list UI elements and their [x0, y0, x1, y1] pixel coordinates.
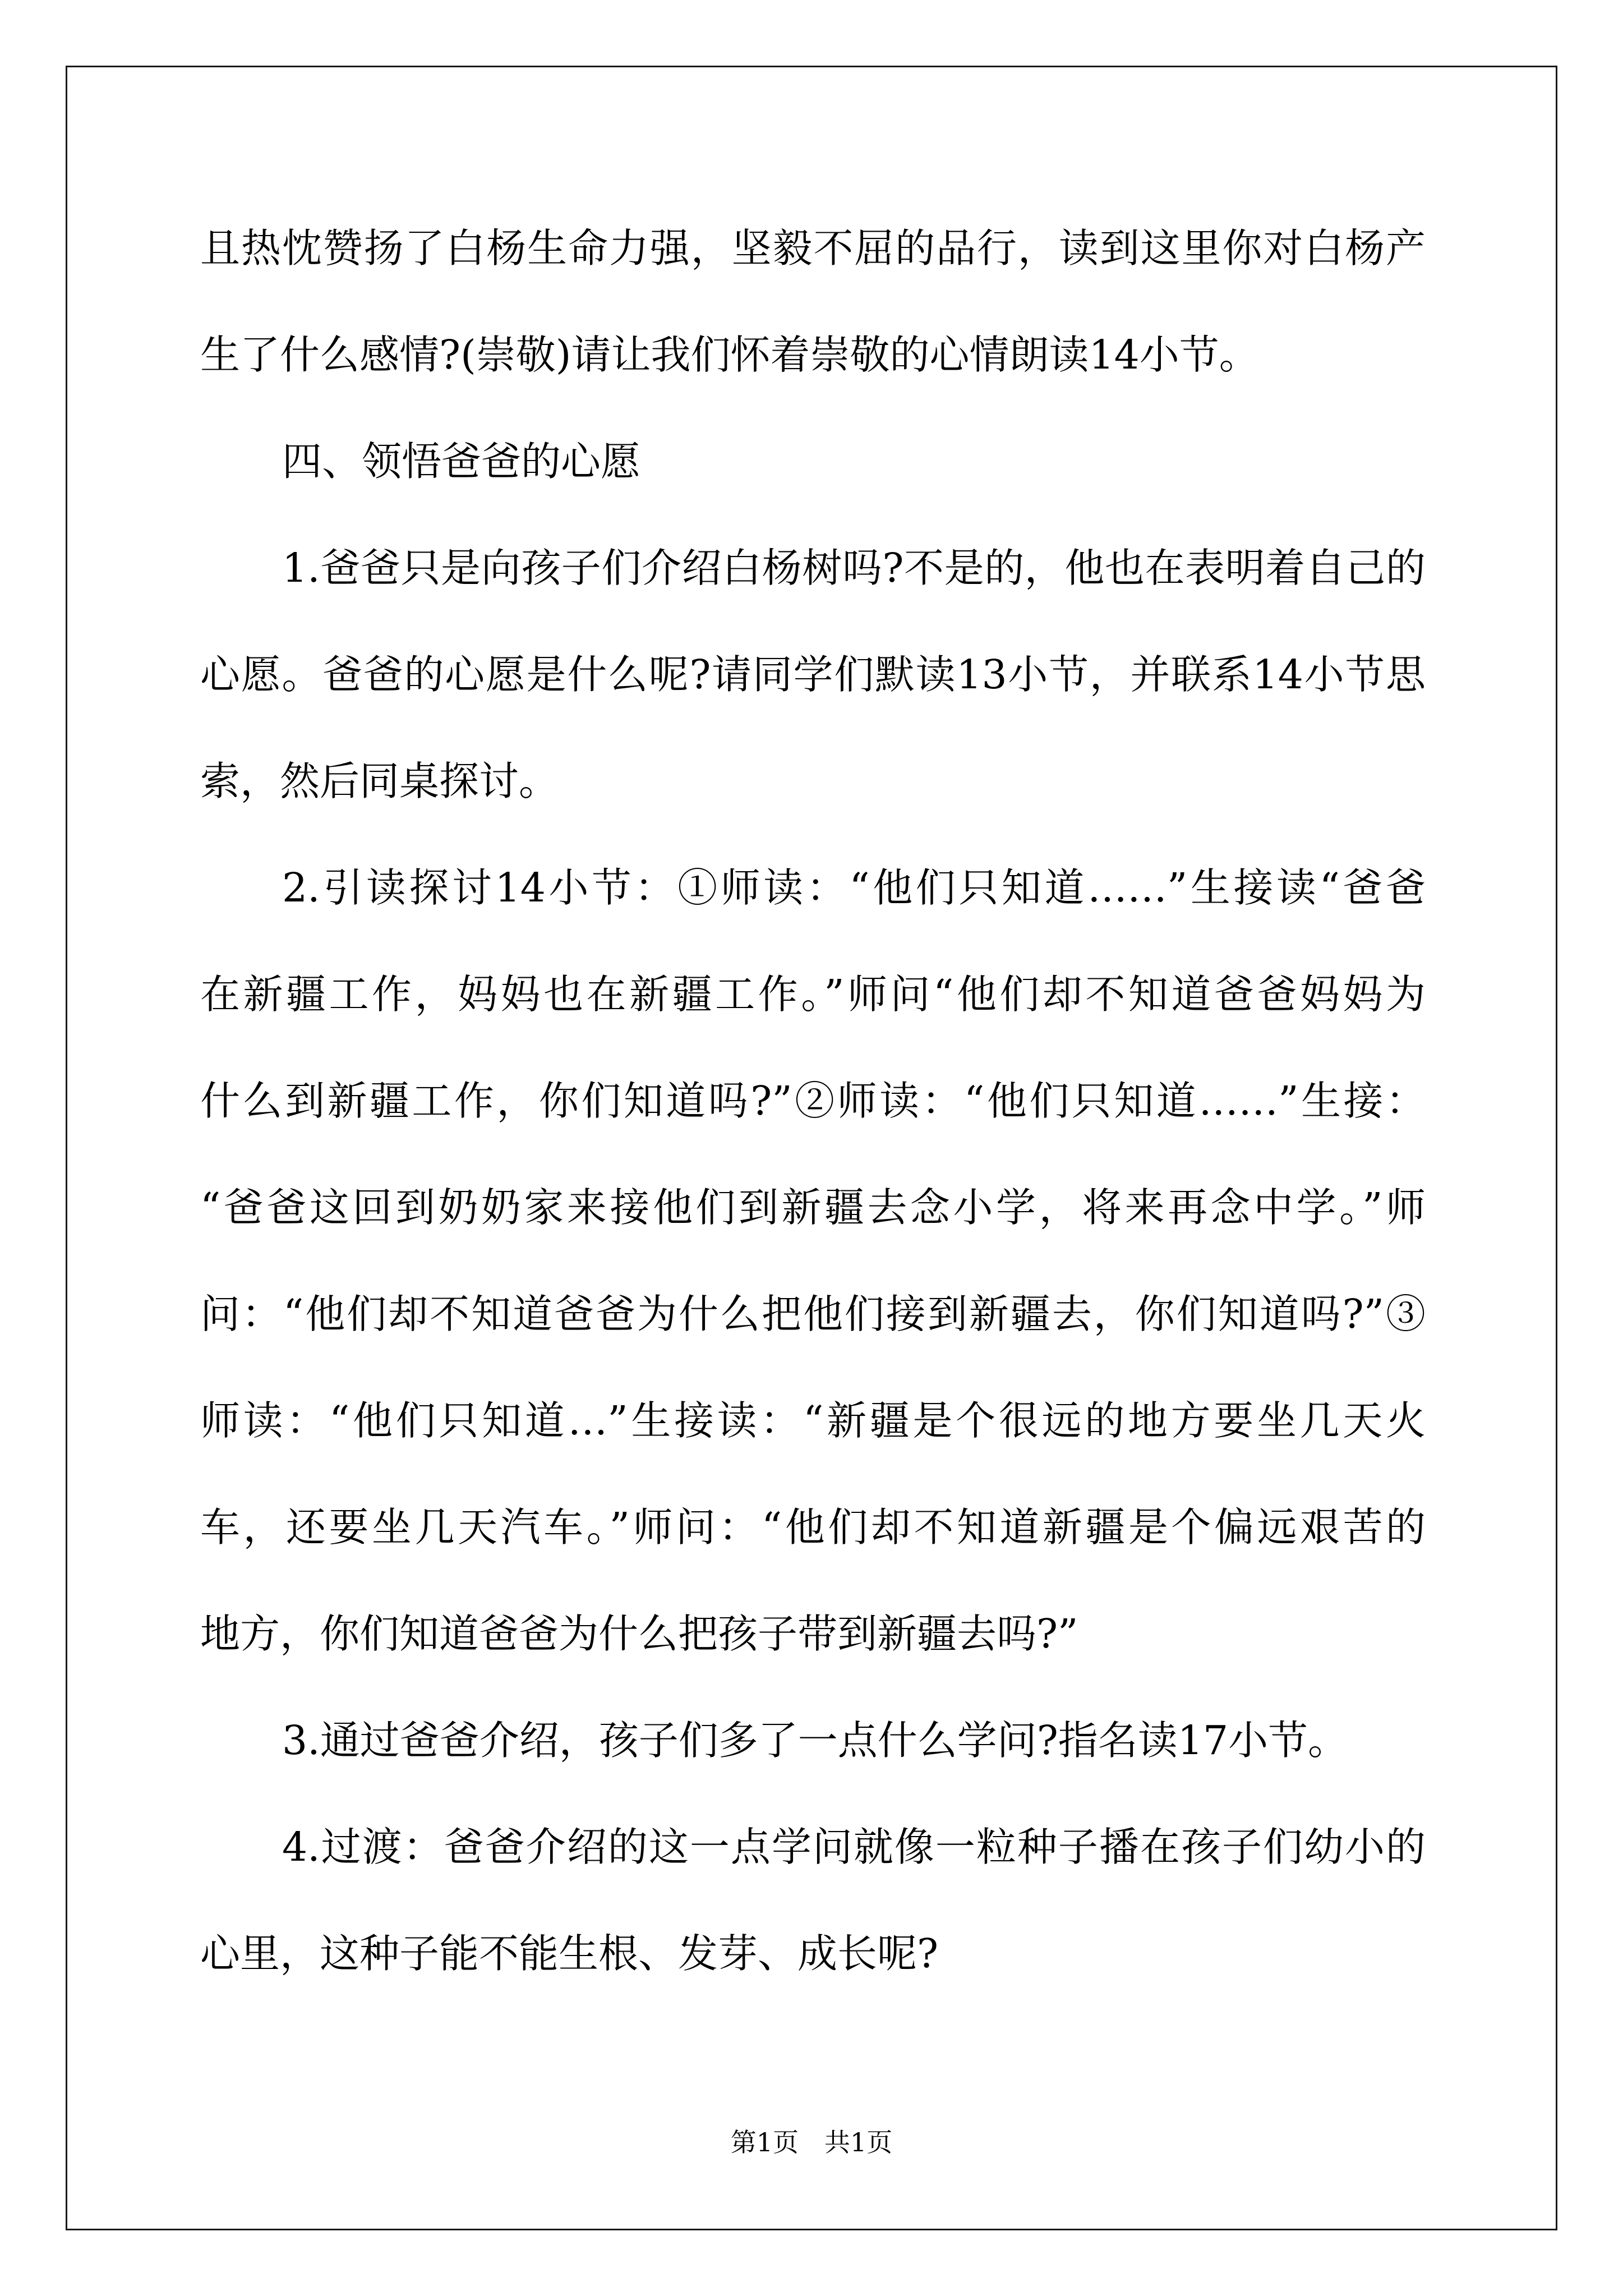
paragraph-line: 车，还要坐几天汽车。”师问：“他们却不知道新疆是个偏远艰苦的 — [200, 1504, 1426, 1550]
paragraph-line: 3.通过爸爸介绍，孩子们多了一点什么学问?指名读17小节。 — [282, 1717, 1348, 1764]
paragraph-line: 4.过渡：爸爸介绍的这一点学问就像一粒种子播在孩子们幼小的 — [282, 1824, 1426, 1870]
page-footer — [0, 2125, 1623, 2159]
paragraph — [200, 195, 1426, 408]
paragraph-line: 在新疆工作，妈妈也在新疆工作。”师问“他们却不知道爸爸妈妈为 — [200, 971, 1426, 1018]
paragraph-line: “爸爸这回到奶奶家来接他们到新疆去念小学，将来再念中学。”师 — [200, 1184, 1426, 1231]
paragraph-line: 心愿。爸爸的心愿是什么呢?请同学们默读13小节，并联系14小节思 — [200, 651, 1426, 698]
section-heading — [200, 408, 1426, 515]
paragraph-line: 心里，这种子能不能生根、发芽、成长呢? — [200, 1930, 939, 1977]
paragraph — [200, 1687, 1426, 1794]
paragraph-line: 地方，你们知道爸爸为什么把孩子带到新疆去吗?” — [200, 1611, 1078, 1657]
paragraph-line: 1.爸爸只是向孩子们介绍白杨树吗?不是的，他也在表明着自己的 — [282, 545, 1426, 591]
paragraph-line: 问：“他们却不知道爸爸为什么把他们接到新疆去，你们知道吗?”③ — [200, 1291, 1426, 1337]
paragraph-line: 索，然后同桌探讨。 — [200, 758, 559, 804]
page-number: 第1页 — [730, 2127, 799, 2157]
paragraph — [200, 515, 1426, 835]
page-total: 共1页 — [824, 2127, 893, 2157]
paragraph-line: 师读：“他们只知道…”生接读：“新疆是个很远的地方要坐几天火 — [200, 1397, 1426, 1444]
paragraph — [200, 1794, 1426, 2007]
paragraph-line: 2.引读探讨14小节：①师读：“他们只知道……”生接读“爸爸 — [282, 864, 1426, 911]
paragraph-line: 生了什么感情?(崇敬)请让我们怀着崇敬的心情朗读14小节。 — [200, 332, 1259, 378]
section-heading-text: 四、领悟爸爸的心愿 — [282, 438, 641, 485]
paragraph-line: 且热忱赞扬了白杨生命力强，坚毅不屈的品行，读到这里你对白杨产 — [200, 225, 1426, 272]
document-body — [200, 195, 1426, 2007]
paragraph-line: 什么到新疆工作，你们知道吗?”②师读：“他们只知道……”生接： — [200, 1078, 1426, 1124]
paragraph — [200, 835, 1426, 1687]
